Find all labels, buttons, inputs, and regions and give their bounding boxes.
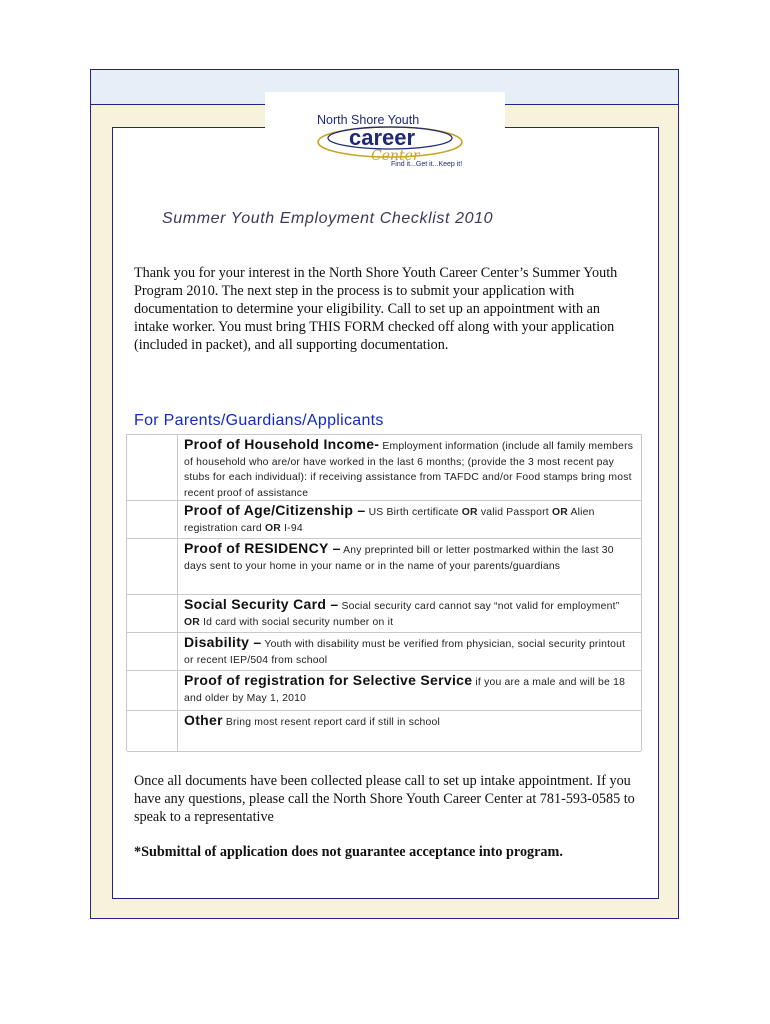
checklist-row-ssn	[127, 594, 641, 633]
intro-paragraph: Thank you for your interest in the North Shore Youth Career Center’s Summer Youth Program 2010. The next step in the process is to submit your application with documentation to determine your eligibility. Call to set up an appointment with an intake worker. You must bring THIS FORM checked off along with your application (included in packet), and all supporting documentation.	[134, 265, 618, 353]
checklist-text	[184, 437, 636, 501]
item-desc: valid Passport	[477, 507, 552, 518]
logo-tagline: Find it...Get it...Keep it!	[391, 161, 463, 168]
logo-line3: Center	[371, 148, 420, 164]
checklist-row-selective-service	[127, 670, 641, 711]
or-word: OR	[265, 522, 281, 534]
item-lead: Disability –	[184, 634, 262, 650]
logo-line1: North Shore Youth	[317, 113, 420, 127]
item-lead: Proof of Age/Citizenship –	[184, 502, 366, 518]
item-lead: Other	[184, 712, 223, 728]
item-desc: Alien registration card	[184, 507, 595, 534]
document-checklist	[126, 434, 642, 751]
item-lead: Proof of Household Income-	[184, 436, 380, 452]
item-lead: Social Security Card –	[184, 596, 339, 612]
or-word: OR	[184, 616, 200, 628]
checklist-row-residency	[127, 538, 641, 595]
checklist-text	[184, 635, 636, 668]
item-desc: if you are a male and will be 18 and older by May 1, 2010	[184, 677, 626, 704]
checklist-text	[184, 541, 636, 574]
check-cell[interactable]	[127, 671, 178, 711]
logo-line2: career	[349, 125, 416, 150]
item-lead: Proof of RESIDENCY –	[184, 540, 341, 556]
logo-graphic	[265, 92, 505, 188]
checklist-text	[184, 597, 636, 630]
checklist-row-income	[127, 434, 641, 501]
item-desc: Youth with disability must be verified from physician, social security printout or recent IEP/504 from school	[184, 639, 626, 666]
check-cell[interactable]	[127, 539, 178, 595]
closing-paragraph: Once all documents have been collected please call to set up intake appointment. If you have any questions, please call the North Shore Youth Career Center at 781-593-0585 to speak to a representative	[134, 773, 635, 825]
check-cell[interactable]	[127, 633, 178, 671]
or-word: OR	[551, 507, 568, 518]
item-lead: Proof of registration for Selective Service	[184, 672, 473, 688]
or-word: OR	[461, 507, 478, 518]
item-desc: Bring most resent report card if still in school	[222, 717, 440, 728]
checklist-text	[184, 503, 636, 536]
checklist-row-other	[127, 710, 641, 752]
item-desc: Employment information (include all family members of household who are/or have worked in the last 6 months; (provide the 3 most recent pay stubs for each individual): if receiving assistance from TAFDC and/or Food stamps bring most recent proof of assistance	[184, 441, 634, 499]
section-heading: For Parents/Guardians/Applicants	[134, 412, 384, 429]
item-desc: Id card with social security number on it	[200, 616, 394, 628]
item-desc: Social security card cannot say “not valid for employment”	[338, 601, 620, 612]
disclaimer: *Submittal of application does not guarantee acceptance into program.	[134, 844, 563, 860]
checklist-row-age	[127, 500, 641, 539]
check-cell[interactable]	[127, 501, 178, 539]
check-cell[interactable]	[127, 595, 178, 633]
item-desc: Any preprinted bill or letter postmarked within the last 30 days sent to your home in your name or in the name of your parents/guardians	[184, 545, 614, 572]
logo	[265, 92, 505, 188]
checklist-text	[184, 673, 636, 706]
page-title: Summer Youth Employment Checklist 2010	[162, 210, 494, 227]
item-desc: US Birth certificate	[365, 507, 462, 518]
check-cell[interactable]	[127, 711, 178, 751]
checklist-row-disability	[127, 632, 641, 671]
item-desc: I-94	[281, 522, 303, 534]
checklist-text	[184, 713, 636, 731]
check-cell[interactable]	[127, 435, 178, 501]
